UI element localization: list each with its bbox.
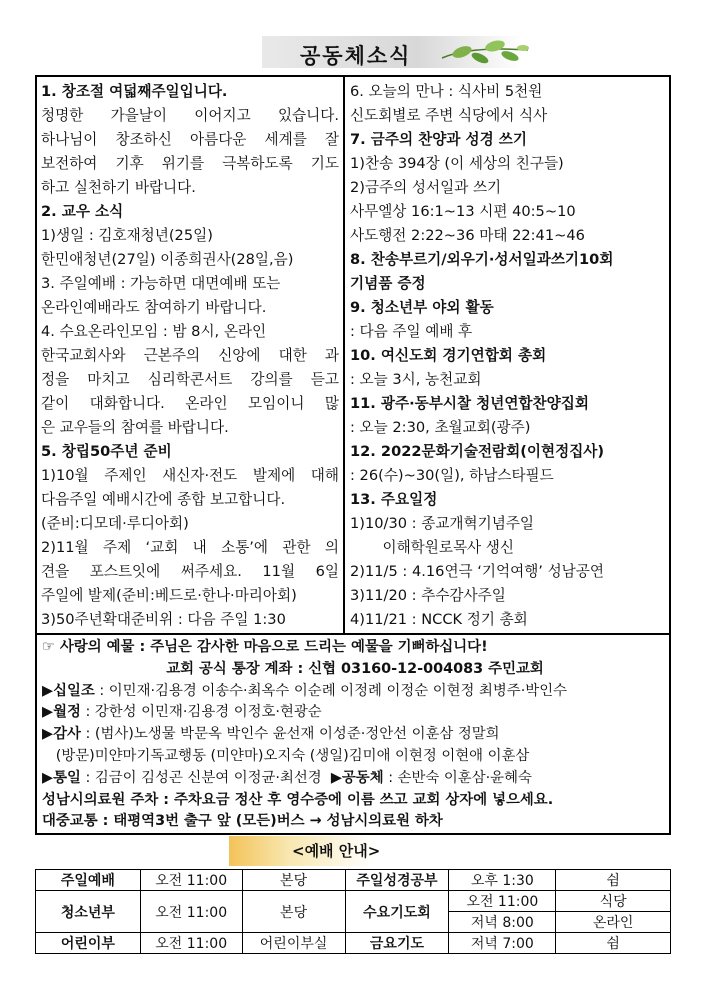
item-5-text: 1)10월 주제인 새신자·전도 발제에 대해 — [41, 467, 339, 484]
item-2-heading: 2. 교우 소식 — [41, 203, 124, 220]
item-7-heading: 7. 금주의 찬양과 성경 쓰기 — [350, 131, 527, 148]
table-cell: 오전 11:00 — [140, 933, 242, 954]
item-13-heading: 13. 주요일정 — [350, 491, 438, 508]
table-cell: 쉼 — [556, 933, 671, 954]
thanks-row — [42, 724, 668, 746]
item-8-text: 기념품 증정 — [350, 275, 426, 292]
monthly-names: : 강한성 이민재·김용경 이정호·현광순 — [80, 704, 322, 721]
thanks-label: ▶감사 — [42, 726, 81, 743]
item-6-text: 6. 오늘의 만나 : 식사비 5천원 — [350, 83, 543, 100]
item-13-text: 이해학원로목사 생신 — [350, 539, 514, 556]
table-cell: 오전 11:00 — [449, 891, 556, 912]
item-9-text: : 다음 주일 예배 후 — [350, 323, 473, 340]
unity-community-row — [42, 768, 668, 790]
item-13-text: 2)11/5 : 4.16연극 ‘기억여행’ 성남공연 — [350, 563, 604, 580]
table-cell: 금요기도 — [345, 933, 449, 954]
item-9-heading: 9. 청소년부 야외 활동 — [350, 299, 494, 316]
item-1-text: 보전하여 기후 위기를 극복하도록 기도 — [41, 155, 339, 172]
item-4-text: 정을 마치고 심리학콘서트 강의를 듣고 — [41, 371, 339, 388]
table-cell: 오전 11:00 — [140, 870, 242, 891]
table-cell: 본당 — [242, 870, 345, 891]
item-13-text: 3)11/20 : 추수감사주일 — [350, 587, 506, 604]
unity-label: ▶통일 — [42, 769, 81, 786]
item-4-text: 은 교우들의 참여를 바랍니다. — [41, 419, 229, 436]
item-5-text: 견을 포스트잇에 써주세요. 11월 6일 — [41, 563, 339, 580]
item-5-heading: 5. 창립50주년 준비 — [41, 443, 172, 460]
item-4-text: 한국교회사와 근본주의 신앙에 대한 과 — [41, 347, 339, 364]
item-5-text: 2)11월 주제 ‘교회 내 소통’에 관한 의 — [41, 539, 339, 556]
table-cell: 저녁 7:00 — [449, 933, 556, 954]
table-cell: 주일성경공부 — [345, 870, 449, 891]
item-8-heading: 8. 찬송부르기/외우기·성서일과쓰기10회 — [350, 251, 614, 268]
item-2-text: 1)생일 : 김호재청년(25일) — [41, 227, 213, 244]
item-7-text: 사도행전 2:22~36 마태 22:41~46 — [350, 227, 585, 244]
table-cell: 주일예배 — [36, 870, 141, 891]
table-row — [36, 891, 671, 912]
table-cell: 저녁 8:00 — [449, 912, 556, 933]
item-1-text: 하고 실천하기 바랍니다. — [41, 179, 196, 196]
item-6-text: 신도회별로 주변 식당에서 식사 — [350, 107, 548, 124]
table-cell: 수요기도회 — [345, 891, 449, 933]
worship-schedule-table — [35, 869, 671, 954]
item-2-text: 한민애청년(27일) 이종희권사(28일,음) — [41, 251, 294, 268]
table-cell: 오후 1:30 — [449, 870, 556, 891]
item-3-text: 3. 주일예배 : 가능하면 대면예배 또는 — [41, 275, 281, 292]
item-5-text: 주일에 발제(준비:베드로·한나·마리아회) — [41, 587, 297, 604]
table-cell: 온라인 — [556, 912, 671, 933]
item-11-heading: 11. 광주·동부시찰 청년연합찬양집회 — [350, 395, 589, 412]
item-13-text: 4)11/21 : NCCK 정기 총회 — [350, 611, 528, 628]
table-cell: 어린이부실 — [242, 933, 345, 954]
item-4-text: 같이 대화합니다. 온라인 모임이니 많 — [41, 395, 339, 412]
monthly-row — [42, 702, 668, 724]
item-7-text: 2)금주의 성서일과 쓰기 — [350, 179, 502, 196]
item-10-text: : 오늘 3시, 농천교회 — [350, 371, 482, 388]
offering-notice: ☞ 사랑의 예물 : 주님은 감사한 마음으로 드리는 예물을 기뻐하십니다! — [42, 639, 488, 655]
item-10-heading: 10. 여신도회 경기연합회 총회 — [350, 347, 547, 364]
thanks-row-2: (방문)미얀마기독교행동 (미얀마)오지숙 (생일)김미애 이현정 이현애 이훈삼 — [42, 747, 530, 764]
item-4-text: 4. 수요온라인모임 : 밤 8시, 온라인 — [41, 323, 267, 340]
table-cell: 어린이부 — [36, 933, 141, 954]
offering-section — [42, 637, 668, 833]
community-label: ▶공동체 — [330, 769, 384, 786]
table-cell: 오전 11:00 — [140, 891, 242, 933]
table-cell: 식당 — [556, 891, 671, 912]
leaf-decoration-icon — [440, 36, 530, 70]
left-column — [41, 80, 339, 632]
item-1-heading: 1. 창조절 여덟째주일입니다. — [41, 83, 228, 100]
table-row — [36, 933, 671, 954]
monthly-label: ▶월정 — [42, 704, 81, 721]
unity-names: : 김금이 김성곤 신분여 이정균·최선경 — [80, 769, 331, 786]
item-3-text: 온라인예배라도 참여하기 바랍니다. — [41, 299, 267, 316]
item-1-text: 하나님이 창조하신 아름다운 세계를 잘 — [41, 131, 339, 148]
item-5-text: 3)50주년확대준비위 : 다음 주일 1:30 — [41, 611, 286, 628]
table-cell: 청소년부 — [36, 891, 141, 933]
community-names: : 손반숙 이훈삼·윤혜숙 — [383, 769, 532, 786]
table-cell: 본당 — [242, 891, 345, 933]
page-title: 공동체소식 — [300, 44, 412, 68]
column-divider — [343, 75, 345, 635]
table-cell: 쉼 — [556, 870, 671, 891]
tithe-row — [42, 681, 668, 703]
transit-notice: 대중교통 : 태평역3번 출구 앞 (모든)버스 → 성남시의료원 하차 — [42, 813, 443, 830]
item-7-text: 1)찬송 394장 (이 세상의 친구들) — [350, 155, 564, 172]
item-13-text: 1)10/30 : 종교개혁기념주일 — [350, 515, 535, 532]
item-5-text: 다음주일 예배시간에 종합 보고합니다. — [41, 491, 286, 508]
bank-account: 교회 공식 통장 계좌 : 신협 03160-12-004083 주민교회 — [166, 660, 544, 677]
right-column — [350, 80, 668, 632]
tithe-label: ▶십일조 — [42, 682, 95, 699]
item-11-text: : 오늘 2:30, 초월교회(광주) — [350, 419, 531, 436]
table-row — [36, 870, 671, 891]
parking-notice: 성남시의료원 주차 : 주차요금 정산 후 영수증에 이름 쓰고 교회 상자에 넣으세요. — [42, 791, 554, 808]
item-12-heading: 12. 2022문화기술전람회(이현정집사) — [350, 443, 605, 460]
thanks-names: : (범사)노생물 박문옥 박인수 윤선재 이성준·정안선 이훈삼 정말희 — [80, 726, 500, 743]
item-7-text: 사무엘상 16:1~13 시편 40:5~10 — [350, 203, 576, 220]
worship-title: <예배 안내> — [292, 842, 381, 860]
item-1-text: 청명한 가을날이 이어지고 있습니다. — [41, 107, 339, 124]
tithe-names: : 이민재·김용경 이송수·최옥수 이순례 이정례 이정순 이현정 최병주·박인수 — [94, 682, 567, 699]
item-12-text: : 26(수)~30(일), 하남스타필드 — [350, 467, 554, 484]
item-5-text: (준비:디모데·루디아회) — [41, 515, 189, 532]
